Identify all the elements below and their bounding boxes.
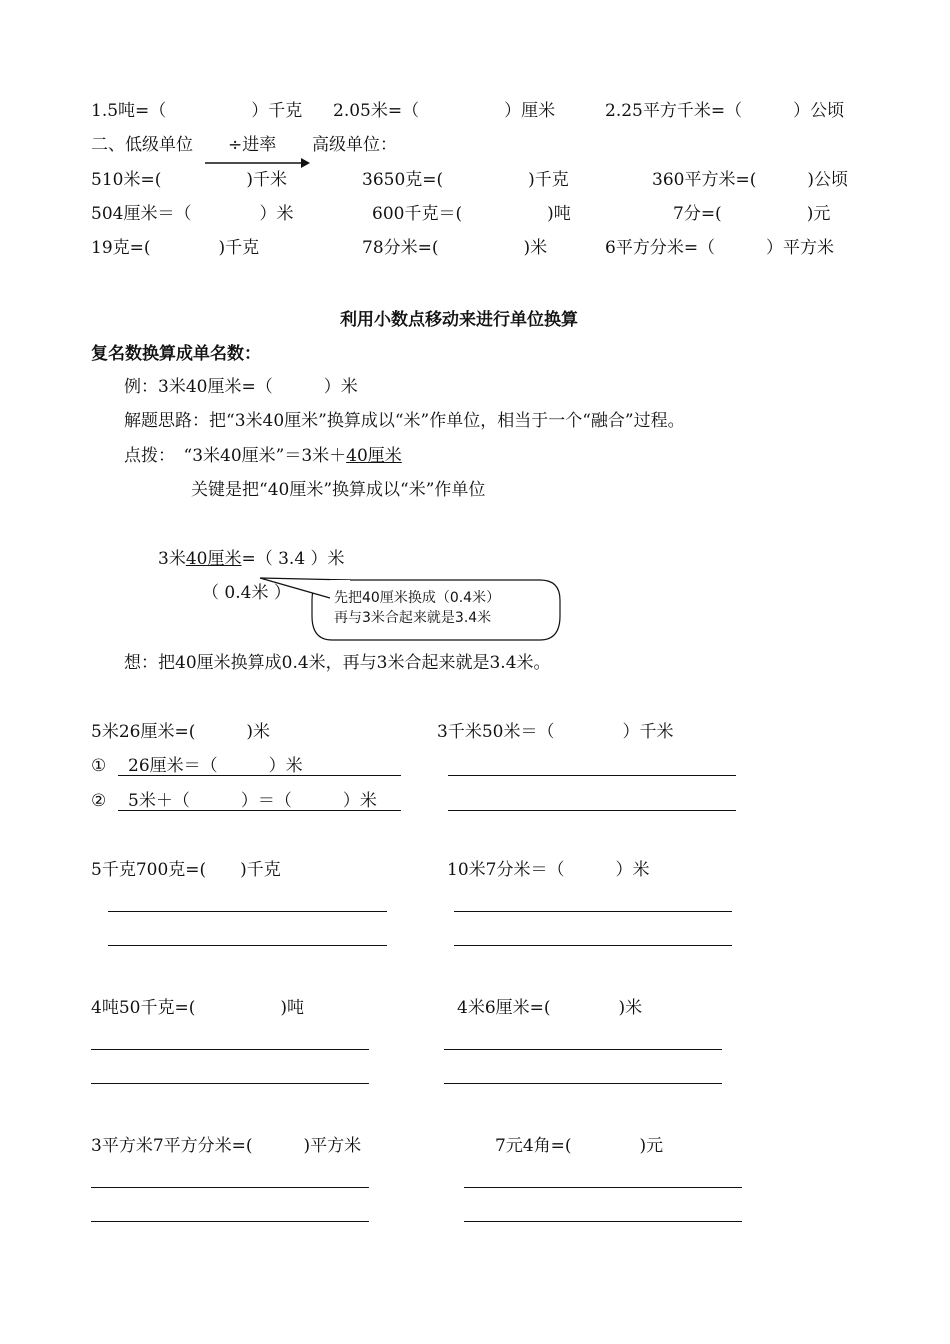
eq-suffix: =（ 3.4 ）米 xyxy=(241,549,345,569)
answer-line[interactable] xyxy=(444,1049,722,1050)
eq-prefix: 3米 xyxy=(158,549,186,569)
answer-line[interactable] xyxy=(464,1221,742,1222)
exercise-1-5-ton: 1.5吨=（ ）千克 xyxy=(91,101,303,121)
hint-prefix: 点拨： “3米40厘米”＝3米＋ xyxy=(124,446,347,466)
section-heading-low-to-high: 二、低级单位 xyxy=(91,135,193,155)
high-unit-label: 高级单位： xyxy=(312,135,397,155)
answer-line[interactable] xyxy=(91,1187,369,1188)
eq-underlined: 40厘米 xyxy=(185,549,242,569)
exercise-5m26cm: 5米26厘米=( )米 xyxy=(91,722,270,742)
step-1-text: 26厘米＝（ ）米 xyxy=(128,756,303,776)
callout-line-1: 先把40厘米换成（0.4米） xyxy=(334,590,501,606)
answer-line[interactable] xyxy=(91,1049,369,1050)
answer-line[interactable] xyxy=(454,945,732,946)
answer-line[interactable] xyxy=(118,810,401,811)
exercise-7yuan4jiao: 7元4角=( )元 xyxy=(495,1136,664,1156)
section-title: 利用小数点移动来进行单位换算 xyxy=(340,310,578,330)
answer-line[interactable] xyxy=(91,1083,369,1084)
answer-line[interactable] xyxy=(108,911,387,912)
arrow-right-icon xyxy=(205,157,310,169)
answer-line[interactable] xyxy=(448,810,736,811)
exercise-5kg700g: 5千克700克=( )千克 xyxy=(91,860,281,880)
hint-underlined: 40厘米 xyxy=(346,446,402,466)
rate-label: ÷进率 xyxy=(228,135,277,155)
answer-line[interactable] xyxy=(91,1221,369,1222)
answer-line[interactable] xyxy=(118,775,401,776)
exercise-78dm: 78分米=( )米 xyxy=(362,238,548,258)
exercise-504cm: 504厘米＝（ ）米 xyxy=(91,204,294,224)
exercise-2-25-km2: 2.25平方千米=（ ）公顷 xyxy=(605,101,845,121)
exercise-600kg: 600千克＝( )吨 xyxy=(372,204,571,224)
step-2-marker: ② xyxy=(91,791,107,811)
example-equation xyxy=(158,548,345,570)
callout-line-2: 再与3米合起来就是3.4米 xyxy=(334,610,492,626)
exercise-360m2: 360平方米=( )公顷 xyxy=(652,170,848,190)
exercise-10m7dm: 10米7分米＝（ ）米 xyxy=(447,860,650,880)
exercise-3m2-7dm2: 3平方米7平方分米=( )平方米 xyxy=(91,1136,362,1156)
exercise-7fen: 7分=( )元 xyxy=(673,204,831,224)
answer-line[interactable] xyxy=(454,911,732,912)
step-1-marker: ① xyxy=(91,756,107,776)
exercise-3650g: 3650克=( )千克 xyxy=(362,170,569,190)
subheading: 复名数换算成单名数： xyxy=(91,344,261,364)
think-line: 想：把40厘米换算成0.4米，再与3米合起来就是3.4米。 xyxy=(124,653,551,673)
exercise-6dm2: 6平方分米=（ ）平方米 xyxy=(605,238,835,258)
exercise-4t50kg: 4吨50千克=( )吨 xyxy=(91,998,304,1018)
answer-line[interactable] xyxy=(444,1083,722,1084)
exercise-2-05-m: 2.05米=（ ）厘米 xyxy=(333,101,556,121)
answer-line[interactable] xyxy=(464,1187,742,1188)
hint-line xyxy=(124,445,402,467)
exercise-19g: 19克=( )千克 xyxy=(91,238,260,258)
solution-idea: 解题思路：把“3米40厘米”换算成以“米”作单位，相当于一个“融合”过程。 xyxy=(124,411,685,431)
answer-line[interactable] xyxy=(108,945,387,946)
key-line: 关键是把“40厘米”换算成以“米”作单位 xyxy=(191,480,486,500)
exercise-3km50m: 3千米50米＝（ ）千米 xyxy=(437,722,674,742)
answer-line[interactable] xyxy=(448,775,736,776)
exercise-4m6cm: 4米6厘米=( )米 xyxy=(457,998,643,1018)
step-2-text: 5米＋（ ）＝（ ）米 xyxy=(128,791,377,811)
exercise-510m: 510米=( )千米 xyxy=(91,170,287,190)
sub-equation: （ 0.4米 ） xyxy=(202,583,291,603)
example-line: 例：3米40厘米=（ ）米 xyxy=(124,377,358,397)
